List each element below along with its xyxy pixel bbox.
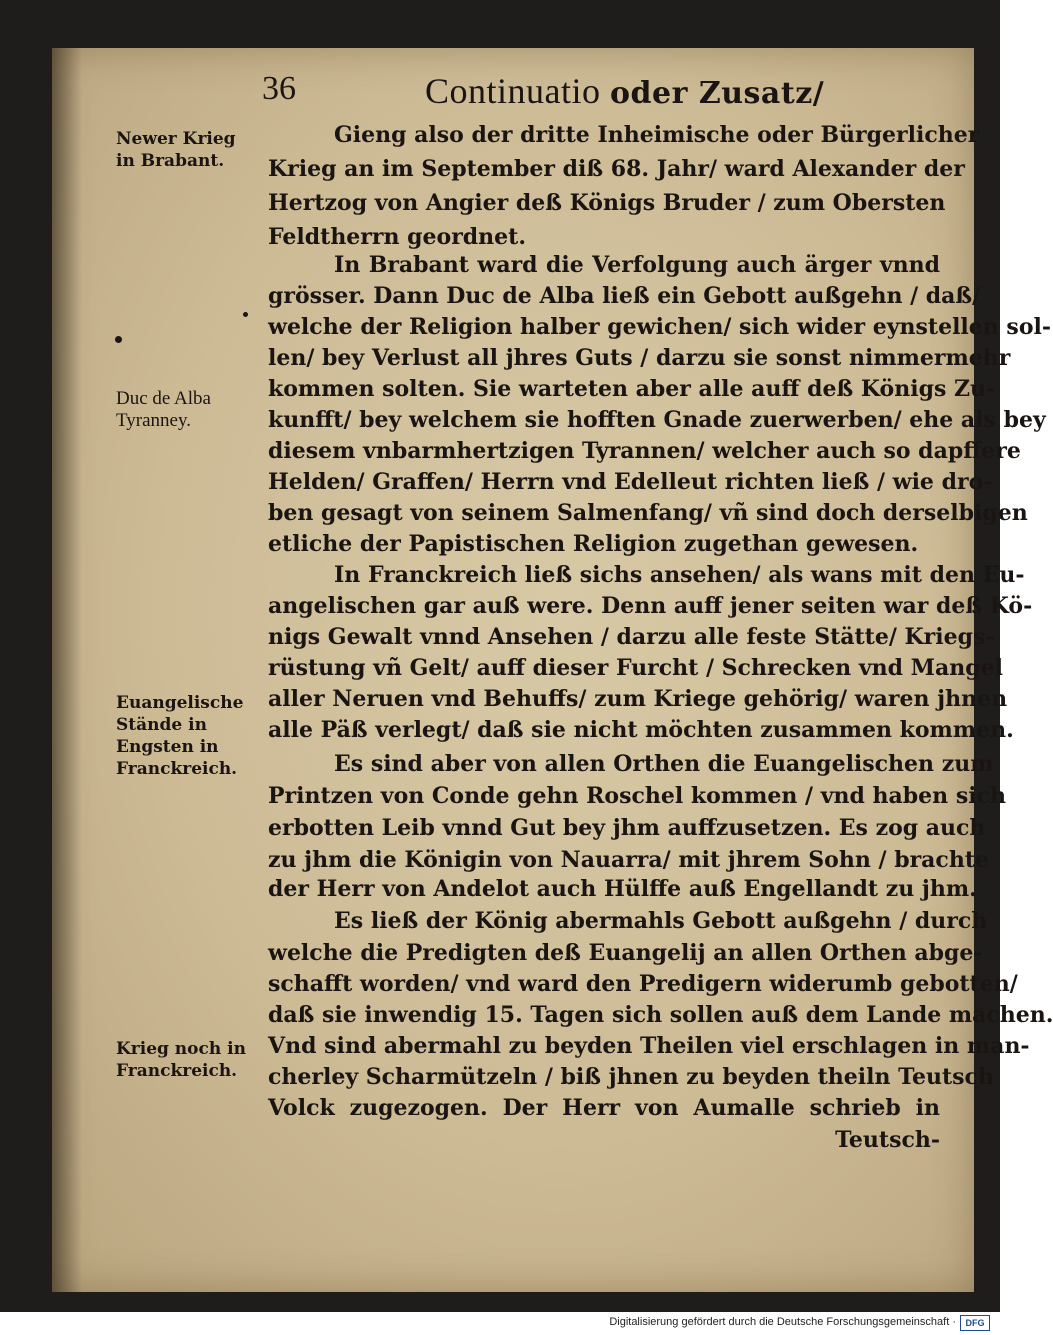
body-line: Es sind aber von allen Orthen die Euangelischen zum <box>334 751 994 777</box>
ink-speck <box>115 336 122 343</box>
body-line: Volck zugezogen. Der Herr von Aumalle schrieb in <box>268 1095 940 1121</box>
body-line: Hertzog von Angier deß Königs Bruder / zum Obersten <box>268 190 946 216</box>
dfg-logo-icon: DFG <box>960 1315 990 1331</box>
body-line: Helden/ Graffen/ Herrn vnd Edelleut richten ließ / wie dro- <box>268 469 993 495</box>
body-line: schafft worden/ vnd ward den Predigern widerumb gebotten/ <box>268 971 1018 997</box>
catchword: Teutsch- <box>835 1127 940 1153</box>
body-line: Es ließ der König abermahls Gebott außgehn / durch <box>334 908 988 934</box>
body-line: Krieg an im September diß 68. Jahr/ ward Alexander der <box>268 156 965 182</box>
ink-speck <box>243 312 248 317</box>
gutter-shadow <box>52 48 82 1292</box>
running-head-roman: Continuatio <box>425 71 601 111</box>
body-line: diesem vnbarmhertzigen Tyrannen/ welcher auch so dapffere <box>268 438 1021 464</box>
body-line: rüstung vñ Gelt/ auff dieser Furcht / Schrecken vnd Mangel <box>268 655 1003 681</box>
body-line: In Franckreich ließ sichs ansehen/ als wans mit den Eu- <box>334 562 1025 588</box>
body-line: kommen solten. Sie warteten aber alle auff deß Königs Zu- <box>268 376 996 402</box>
body-line: welche die Predigten deß Euangelij an allen Orthen abge- <box>268 940 983 966</box>
body-line: len/ bey Verlust all jhres Guts / darzu sie sonst nimmermehr <box>268 345 1011 371</box>
body-line: welche der Religion halber gewichen/ sich wider eynstellen sol- <box>268 314 1051 340</box>
body-line: alle Päß verlegt/ daß sie nicht möchten zusammen kommen. <box>268 717 1014 743</box>
body-line: angelischen gar auß were. Denn auff jener seiten war deß Kö- <box>268 593 1033 619</box>
body-line: In Brabant ward die Verfolgung auch ärger vnnd <box>334 252 940 278</box>
margin-note: Euangelische Stände in Engsten in Franckreich. <box>116 693 244 779</box>
body-line: erbotten Leib vnnd Gut bey jhm auffzusetzen. Es zog auch <box>268 815 986 841</box>
body-line: zu jhm die Königin von Nauarra/ mit jhrem Sohn / brachte <box>268 847 989 873</box>
body-line: kunfft/ bey welchem sie hofften Gnade zuerwerben/ ehe als bey <box>268 407 1046 433</box>
body-line: aller Neruen vnd Behuffs/ zum Kriege gehörig/ waren jhnen <box>268 686 1008 712</box>
body-line: Gieng also der dritte Inheimische oder Bürgerlicher <box>334 122 980 148</box>
running-head-blackletter: oder Zusatz/ <box>610 76 825 111</box>
margin-note: Krieg noch in Franckreich. <box>116 1039 246 1081</box>
page-number: 36 <box>262 70 296 107</box>
body-line: grösser. Dann Duc de Alba ließ ein Gebott außgehn / daß/ <box>268 283 981 309</box>
body-line: Vnd sind abermahl zu beyden Theilen viel erschlagen in man- <box>268 1033 1030 1059</box>
margin-note: Newer Krieg in Brabant. <box>116 129 236 171</box>
body-line: ben gesagt von seinem Salmenfang/ vñ sind doch derselbigen <box>268 500 1028 526</box>
body-line: Printzen von Conde gehn Roschel kommen / vnd haben sich <box>268 783 1006 809</box>
margin-note: Duc de Alba Tyranney. <box>116 388 211 431</box>
body-line: cherley Scharmützeln / biß jhnen zu beyden theiln Teutsch <box>268 1064 994 1090</box>
body-line: daß sie inwendig 15. Tagen sich sollen auß dem Lande machen. <box>268 1002 1053 1028</box>
body-line: Feldtherrn geordnet. <box>268 224 526 250</box>
running-head <box>425 70 824 112</box>
body-line: der Herr von Andelot auch Hülffe auß Engellandt zu jhm. <box>268 876 977 902</box>
footer-credit: Digitalisierung gefördert durch die Deutsche Forschungsgemeinschaft · <box>609 1316 956 1328</box>
body-line: etliche der Papistischen Religion zugethan gewesen. <box>268 531 919 557</box>
body-line: nigs Gewalt vnnd Ansehen / darzu alle feste Stätte/ Kriegs- <box>268 624 995 650</box>
